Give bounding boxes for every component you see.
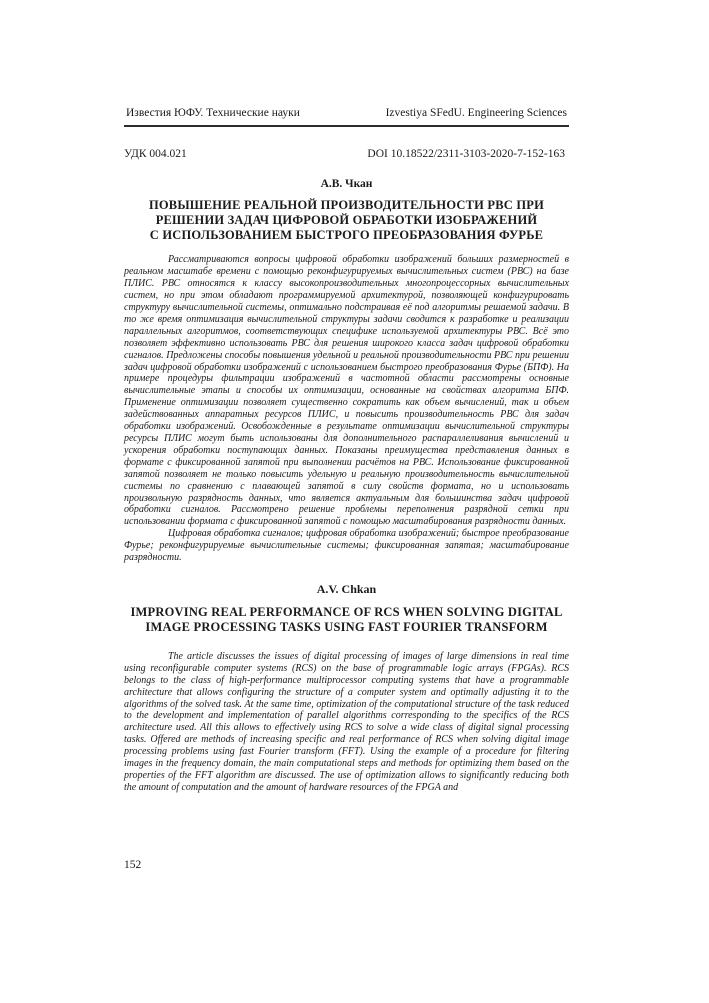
keywords-ru: Цифровая обработка сигналов; цифровая обработка изображений; быстрое преобразование Фурье; реконфигурируемые вычислительные системы; фиксированная запятая; масштабирование разрядности. [124,528,569,564]
meta-row [124,147,569,161]
article-title-en-line-2: IMAGE PROCESSING TASKS USING FAST FOURIER TRANSFORM [145,619,548,634]
journal-title-ru: Известия ЮФУ. Технические науки [126,107,300,119]
doi-label: DOI 10.18522/2311-3103-2020-7-152-163 [367,148,565,160]
abstract-en-block [124,651,569,794]
author-en: A.V. Chkan [316,581,377,596]
article-title-en-line-1: IMPROVING REAL PERFORMANCE OF RCS WHEN SOLVING DIGITAL [130,604,563,619]
article-title-ru-line-2: РЕШЕНИИ ЗАДАЧ ЦИФРОВОЙ ОБРАБОТКИ ИЗОБРАЖЕНИЙ [155,212,538,227]
page-content [124,0,569,794]
journal-header [124,106,569,125]
author-ru: А.В. Чкан [320,178,373,190]
article-title-ru-line-1: ПОВЫШЕНИЕ РЕАЛЬНОЙ ПРОИЗВОДИТЕЛЬНОСТИ РВС ПРИ [148,198,545,212]
article-title-en [124,605,569,635]
abstract-en: The article discusses the issues of digital processing of images of large dimensions in real time using reconfigurable computer systems (RCS) on the base of programmable logic arrays (FPGAs). RCS belongs to the class of high-performance multiprocessor computing systems that have a programmable architecture that allows configuring the structure of a computer system and optimally adjusting it to the algorithms of the solved task. At the same time, optimization of the computational structure of the task reduced to the development and implementation of parallel algorithms corresponding to the specifics of the RCS architecture used. All this allows to effectively using RCS to solve a wide class of digital signal processing tasks. Offered are methods of increasing specific and real performance of RCS when solving digital image processing problems using fast Fourier transform (FFT). Using the example of a procedure for filtering images in the frequency domain, the main computational steps and methods for optimizing them based on the properties of the FFT algorithm are discussed. The use of optimization allows to significantly reducing both the amount of computation and the amount of hardware resources of the FPGA and [124,650,569,793]
header-rule [124,125,569,127]
page-number: 152 [124,859,142,871]
article-title-ru [124,198,569,242]
journal-title-en: Izvestiya SFedU. Engineering Sciences [385,107,567,119]
article-title-ru-line-3: С ИСПОЛЬЗОВАНИЕМ БЫСТРОГО ПРЕОБРАЗОВАНИЯ ФУРЬЕ [149,227,544,242]
udc-label: УДК 004.021 [124,148,187,160]
abstract-ru-block [124,254,569,564]
abstract-ru: Рассматриваются вопросы цифровой обработки изображений больших размерностей в реальном масштабе времени с помощью реконфигурируемых вычислительных систем (РВС) на базе ПЛИС. РВС относятся к классу высокопроизводительных многопроцессорных вычислительных систем, но при этом обладают программируемой архитектурой, позволяющей конфигурировать структуру вычислительной системы, оптимально подстраивая её под алгоритмы решаемой задачи. В то же время оптимизация вычислительной структуры задачи сводится к разработке и реализации параллельных алгоритмов, соответствующих специфике используемой архитектуры РВС. Всё это позволяет эффективно использовать РВС для решения широкого класса задач цифровой обработки сигналов. Предложены способы повышения удельной и реальной производительности РВС при решении задач цифровой обработки изображений с использованием быстрого преобразования Фурье (БПФ). На примере процедуры фильтрации изображений в частотной области рассмотрены основные вычислительные этапы и способы их оптимизации, основанные на свойствах алгоритма БПФ. Применение оптимизации позволяет существенно сократить как объем вычислений, так и объем задействованных аппаратных ресурсов ПЛИС, и повысить производительность РВС для задач обработки изображений. Освобожденные в результате оптимизации вычислительной структуры ресурсы ПЛИС могут быть использованы для дополнительного распараллеливания вычислений и ускорения обработки поступающих данных. Показаны преимущества представления данных в формате с фиксированной запятой при выполнении расчётов на РВС. Использование фиксированной запятой позволяет не только повысить удельную и реальную производительность вычислительной системы по сравнению с плавающей запятой в силу свойств формата, но и использовать произвольную разрядность данных, что является актуальным для большинства задач цифровой обработки сигналов. Рассмотрено решение проблемы переполнения разрядной сетки при использовании формата с фиксированной запятой с помощью масштабирования разрядности данных. [124,254,569,528]
